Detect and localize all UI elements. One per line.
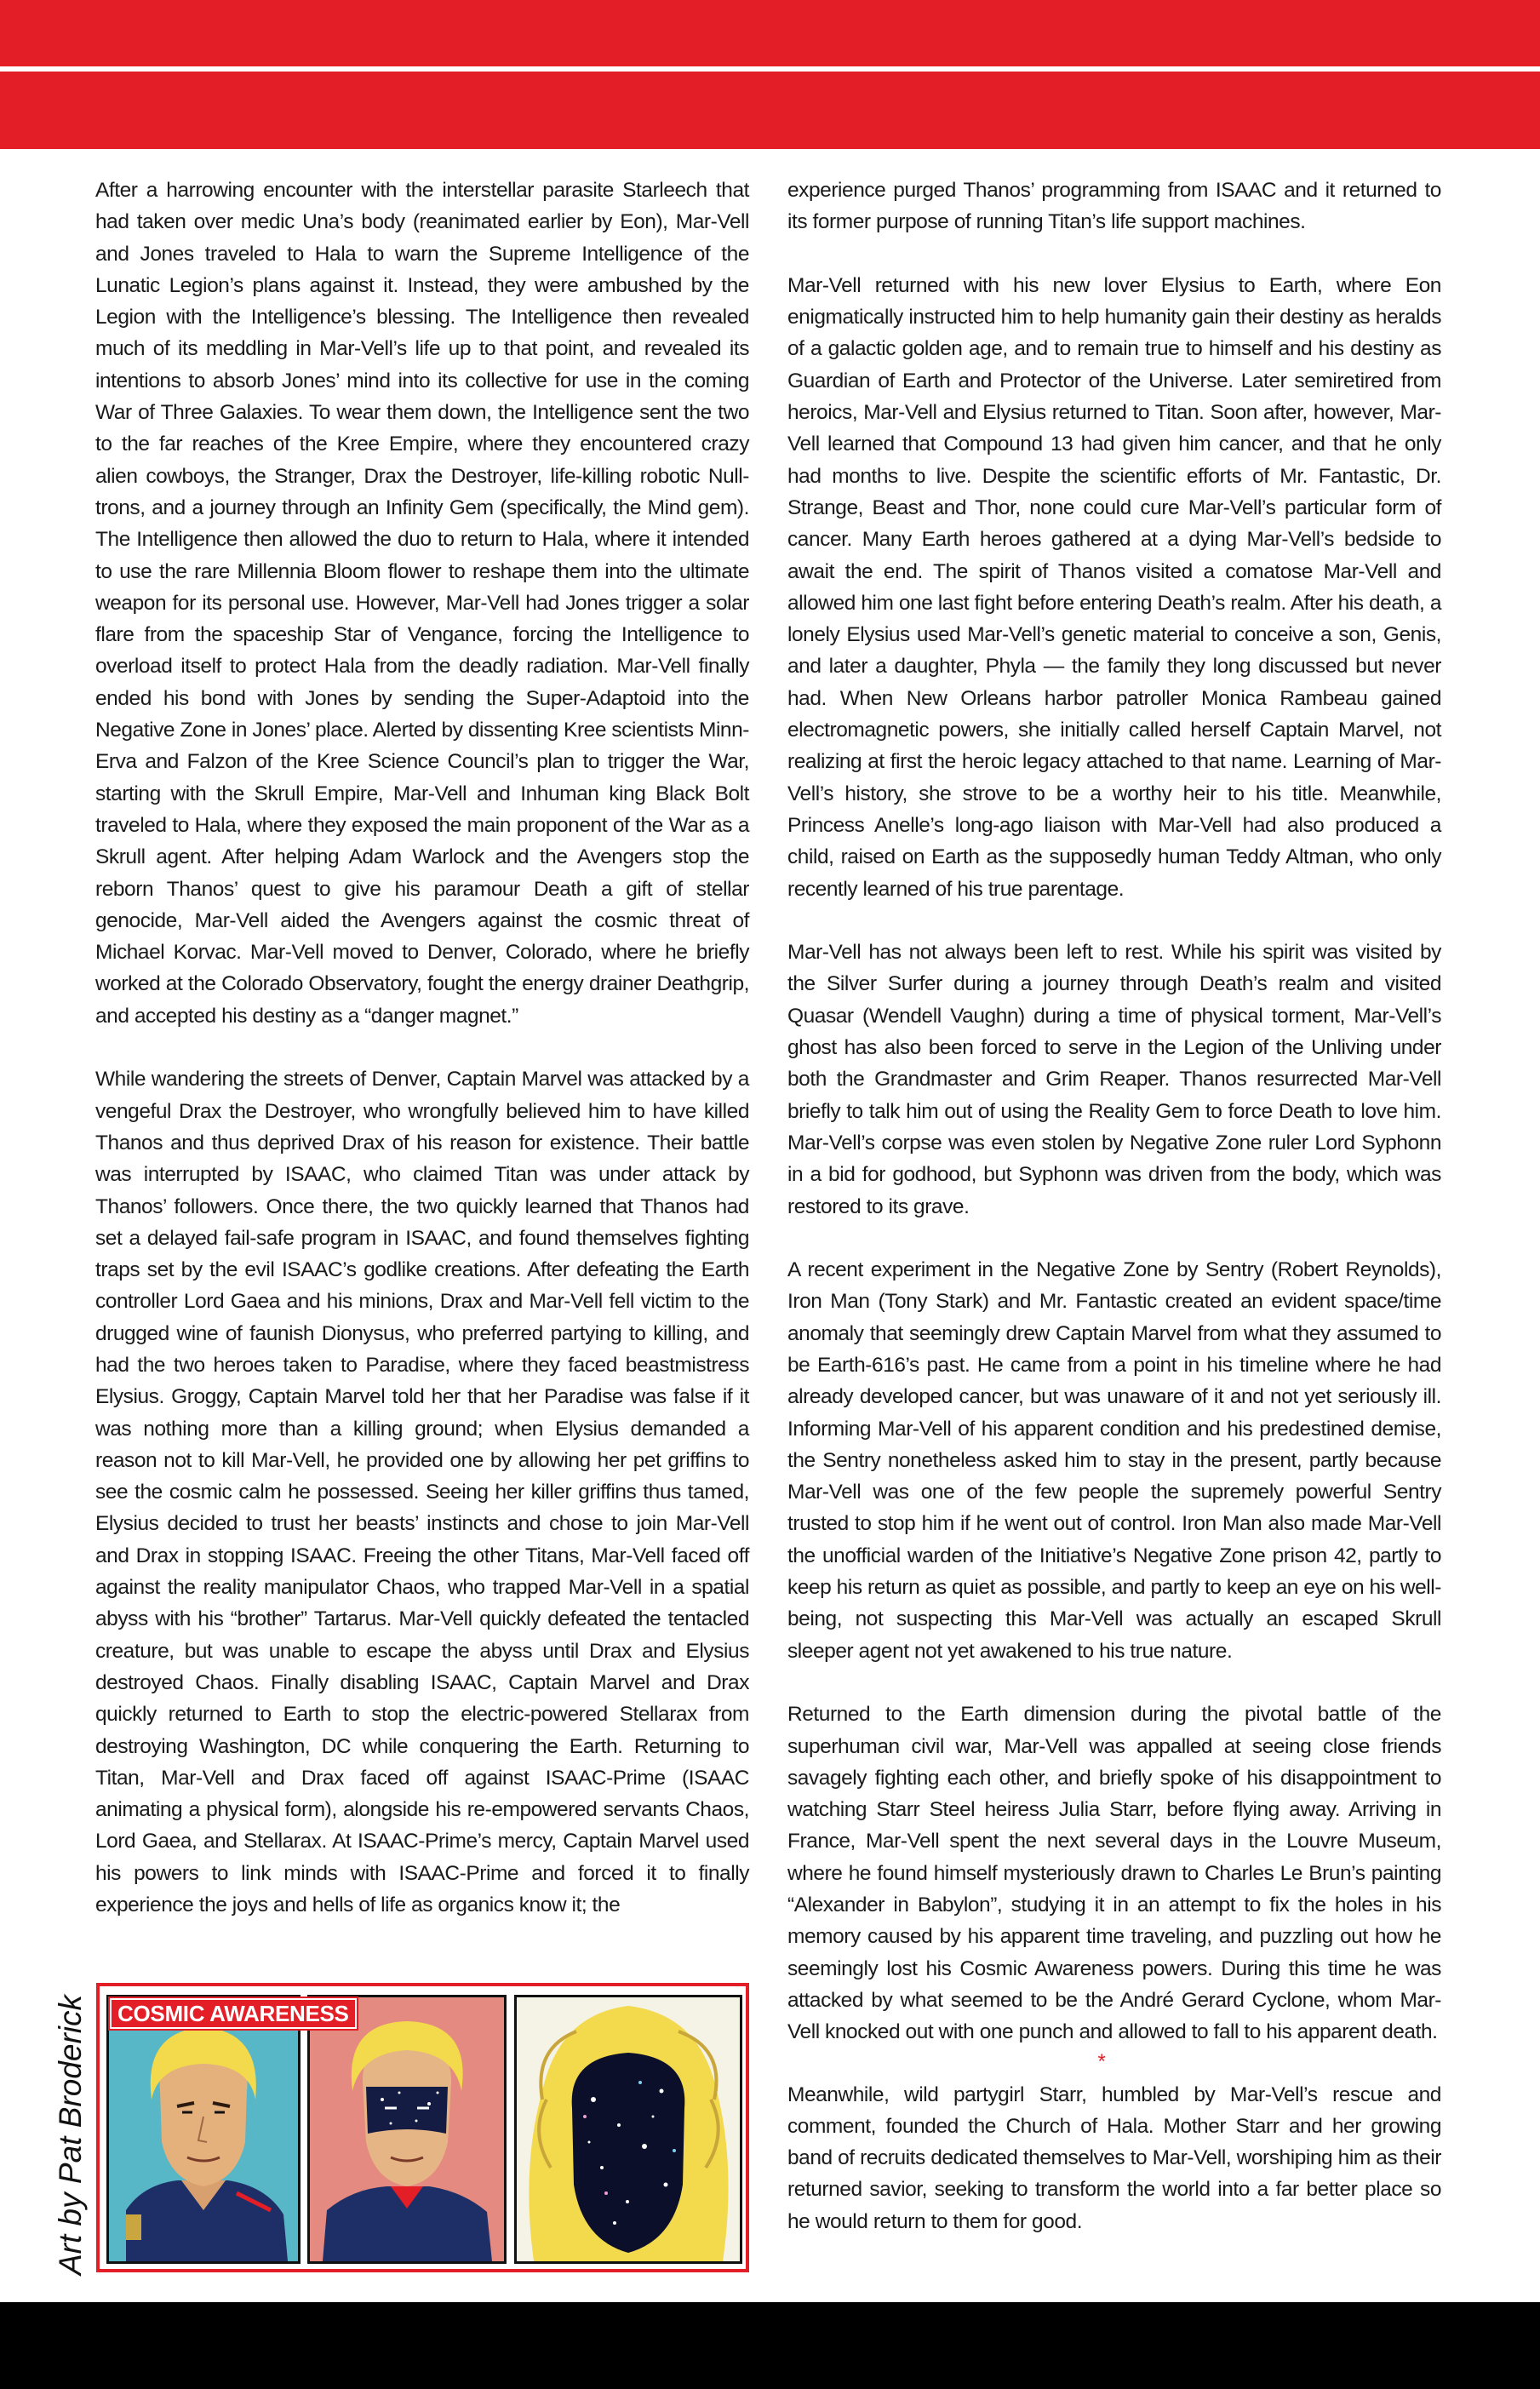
header-band <box>0 0 1540 149</box>
comic-panel <box>307 1995 507 2264</box>
paragraph: Mar-Vell has not always been left to rest. While his spirit was visited by the Silver Surfer during a journey through Death’s realm and visited Quasar (Wendell Vaughn) during a time of physical torment, Mar-Vell’s ghost has also been forced to serve in the Legion of the Unliving under both the Grandmaster and Grim Reaper. Thanos resurrected Mar-Vell briefly to talk him out of using the Reality Gem to force Death to love him. Mar-Vell’s corpse was even stolen by Negative Zone ruler Lord Syphonn in a bid for godhood, but Syphonn was driven from the body, which was restored to its grave. <box>787 941 1441 1218</box>
right-column <box>787 175 1441 2237</box>
art-credit: Art by Pat Broderick <box>53 1994 88 2275</box>
caption-box: COSMIC AWARENESS <box>110 1998 357 2029</box>
paragraph: Mar-Vell returned with his new lover Elysius to Earth, where Eon enigmatically instructed him to help humanity gain their destiny as heralds of a galactic golden age, and to remain true to himself and his destiny as Guardian of Earth and Protector of the Universe. Later semiretired from heroics, Mar-Vell and Elysius returned to Titan. Soon after, however, Mar-Vell learned that Compound 13 had given him cancer, and that he only had months to live. Despite the scientific efforts of Mr. Fantastic, Dr. Strange, Beast and Thor, none could cure Mar-Vell’s particular form of cancer. Many Earth heroes gathered at a dying Mar-Vell’s bedside to await the end. The spirit of Thanos visited a comatose Mar-Vell and allowed him one last fight before entering Death’s realm. After his death, a lonely Elysius used Mar-Vell’s genetic material to conceive a son, Genis, and later a daughter, Phyla — the family they long discussed but never had. When New Orleans harbor patroller Monica Rambeau gained electromagnetic powers, she initially called herself Captain Marvel, not realizing at first the heroic legacy attached to that name. Learning of Mar-Vell’s history, she strove to be a worthy heir to his title. Meanwhile, Princess Anelle’s long-ago liaison with Mar-Vell had also produced a child, raised on Earth as the supposedly human Teddy Altman, who only recently learned of his true parentage. <box>787 273 1441 901</box>
section-separator: * <box>1097 2049 1106 2073</box>
paragraph: While wandering the streets of Denver, Captain Marvel was attacked by a vengeful Drax the Destroyer, who wrongfully believed him to have killed Thanos and thus deprived Drax of his reason for existence. Their battle was interrupted by ISAAC, who claimed Titan was under attack by Thanos’ followers. Once there, the two quickly learned that Thanos had set a delayed fail-safe program in ISAAC, and found themselves fighting traps set by the evil ISAAC’s godlike creations. After defeating the Earth controller Lord Gaea and his minions, Drax and Mar-Vell fell victim to the drugged wine of faunish Dionysus, who preferred partying to killing, and had the two heroes taken to Paradise, where they faced beastmistress Elysius. Groggy, Captain Marvel told her that her Paradise was false if it was nothing more than a killing ground; when Elysius demanded a reason not to kill Mar-Vell, he provided one by allowing her pet griffins to see the cosmic calm he possessed. Seeing her killer griffins thus tamed, Elysius decided to trust her beasts’ instincts and chose to join Mar-Vell and Drax in stopping ISAAC. Freeing the other Titans, Mar-Vell faced off against the reality manipulator Chaos, who trapped Mar-Vell in a spatial abyss with his “brother” Tartarus. Mar-Vell quickly defeated the tentacled creature, but was unable to escape the abyss until Drax and Elysius destroyed Chaos. Finally disabling ISAAC, Captain Marvel and Drax quickly returned to Earth to stop the electric-powered Stellarax from destroying Washington, DC while conquering the Earth. Returning to Titan, Mar-Vell and Drax faced off against ISAAC-Prime (ISAAC animating a physical form), alongside his re-empowered servants Chaos, Lord Gaea, and Stellarax. At ISAAC-Prime’s mercy, Captain Marvel used his powers to link minds with ISAAC-Prime and forced it to finally experience the joys and hells of life as organics know it; the <box>95 1068 749 1917</box>
paragraph: A recent experiment in the Negative Zone by Sentry (Robert Reynolds), Iron Man (Tony Stark) and Mr. Fantastic created an evident space/time anomaly that seemingly drew Captain Marvel from what they assumed to be Earth-616’s past. He came from a point in his timeline where he had already developed cancer, but was unaware of it and not yet seriously ill. Informing Mar-Vell of his apparent condition and his predestined demise, the Sentry nonetheless asked him to stay in the present, partly because Mar-Vell was one of the few people the supremely powerful Sentry trusted to stop him if he went out of control. Iron Man also made Mar-Vell the unofficial warden of the Initiative’s Negative Zone prison 42, partly to keep his return as quiet as possible, and partly to keep an eye on his well-being, not suspecting this Mar-Vell was actually an escaped Skrull sleeper agent not yet awakened to his true nature. <box>787 1258 1441 1663</box>
header-rule <box>0 66 1540 72</box>
comic-panel <box>514 1995 742 2264</box>
comic-panel <box>106 1995 301 2264</box>
mar-vell-portrait-image <box>109 1997 298 2261</box>
cosmic-face-image <box>517 1997 740 2261</box>
footer-band <box>0 2302 1540 2389</box>
paragraph: Meanwhile, wild partygirl Starr, humbled by Mar-Vell’s rescue and comment, founded the Church of Hala. Mother Starr and her growing band of recruits dedicated themselves to Mar-Vell, worshiping him as their returned savior, seeking to transform the world into a far better place so he would return to them for good. <box>787 2082 1441 2233</box>
mar-vell-star-mask-image <box>310 1997 504 2261</box>
paragraph: After a harrowing encounter with the interstellar parasite Starleech that had taken over medic Una’s body (reanimated earlier by Eon), Mar-Vell and Jones traveled to Hala to warn the Supreme Intelligence of the Lunatic Legion’s plans against it. Instead, they were ambushed by the Legion with the Intelligence’s blessing. The Intelligence then revealed much of its meddling in Mar-Vell’s life up to that point, and revealed its intentions to absorb Jones’ mind into its collective for use in the coming War of Three Galaxies. To wear them down, the Intelligence sent the two to the far reaches of the Kree Empire, where they encountered crazy alien cowboys, the Stranger, Drax the Destroyer, life-killing robotic Null-trons, and a journey through an Infinity Gem (specifically, the Mind gem). The Intelligence then allowed the duo to return to Hala, where it intended to use the rare Millennia Bloom flower to reshape them into the ultimate weapon for its personal use. However, Mar-Vell had Jones trigger a solar flare from the spaceship Star of Vengance, forcing the Intelligence to overload itself to protect Hala from the deadly radiation. Mar-Vell finally ended his bond with Jones by sending the Super-Adaptoid into the Negative Zone in Jones’ place. Alerted by dissenting Kree scientists Minn-Erva and Falzon of the Kree Science Council’s plan to trigger the War, starting with the Skrull Empire, Mar-Vell and Inhuman king Black Bolt traveled to Hala, where they exposed the main proponent of the War as a Skrull agent. After helping Adam Warlock and the Avengers stop the reborn Thanos’ quest to give his paramour Death a gift of stellar genocide, Mar-Vell aided the Avengers against the cosmic threat of Michael Korvac. Mar-Vell moved to Denver, Colorado, where he briefly worked at the Colorado Observatory, fought the energy drainer Deathgrip, and accepted his destiny as a “danger magnet.” <box>95 179 749 1028</box>
left-column <box>95 175 749 1921</box>
paragraph: Returned to the Earth dimension during the pivotal battle of the superhuman civil war, Mar-Vell was appalled at seeing close friends savagely fighting each other, and briefly spoke of his disappointment to watching Starr Steel heiress Julia Starr, before flying away. Arriving in France, Mar-Vell spent the next several days in the Louvre Museum, where he found himself mysteriously drawn to Charles Le Brun’s painting “Alexander in Babylon”, studying it in an attempt to fix the holes in his memory caused by his apparent time traveling, and puzzling out how he seemingly lost his Cosmic Awareness powers. During this time he was attacked by what seemed to be the André Gerard Cyclone, whom Mar-Vell knocked out with one punch and allowed to fall to his apparent death. <box>787 1703 1441 2044</box>
comic-illustration <box>96 1983 749 2272</box>
paragraph: experience purged Thanos’ programming from ISAAC and it returned to its former purpose of running Titan’s life support machines. <box>787 179 1441 234</box>
